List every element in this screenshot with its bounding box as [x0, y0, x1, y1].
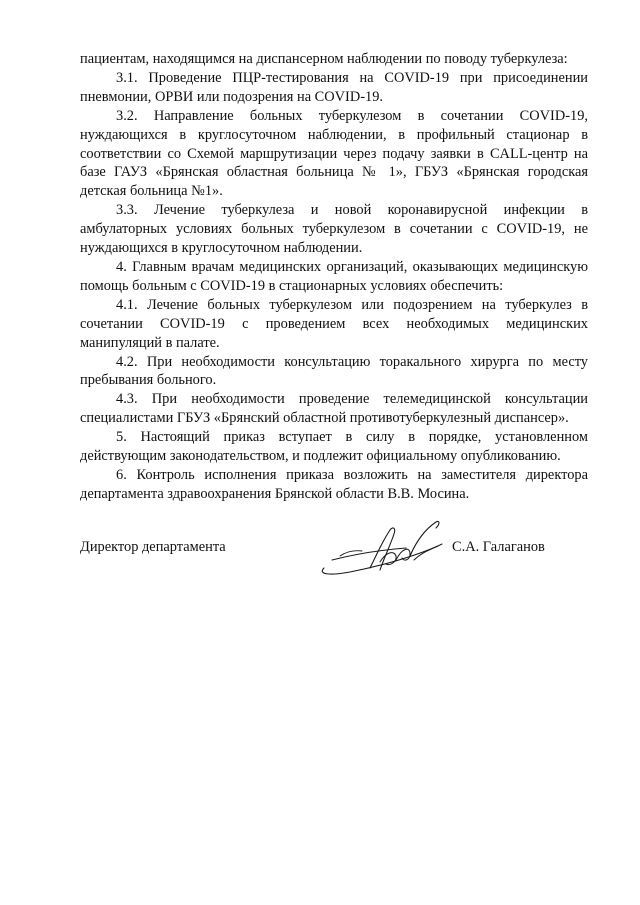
handwritten-signature — [310, 516, 460, 586]
paragraph-intro: пациентам, находящимся на диспансерном наблюдении по поводу туберкулеза: — [80, 51, 568, 67]
paragraph-4-3: 4.3. При необходимости проведение телемедицинской консультации специалистами ГБУЗ «Брянский областной противотуберкулезный диспансер». — [80, 391, 588, 427]
paragraph-4-1: 4.1. Лечение больных туберкулезом или подозрением на туберкулез в сочетании COVID-19 с проведением всех необходимых медицинских манипуляций в палате. — [80, 296, 588, 351]
document-body — [80, 50, 588, 504]
paragraph-5: 5. Настоящий приказ вступает в силу в порядке, установленном действующим законодательством, и подлежит официальному опубликованию. — [80, 429, 588, 465]
paragraph-3-1: 3.1. Проведение ПЦР-тестирования на COVID-19 при присоединении пневмонии, ОРВИ или подозрения на COVID-19. — [80, 69, 588, 105]
signatory-name: С.А. Галаганов — [452, 539, 545, 555]
paragraph-4-2: 4.2. При необходимости консультацию торакального хирурга по месту пребывания больного. — [80, 353, 588, 389]
paragraph-3-3: 3.3. Лечение туберкулеза и новой коронавирусной инфекции в амбулаторных условиях больных туберкулезом в сочетании с COVID-19, не нуждающихся в круглосуточном наблюдении. — [80, 202, 588, 257]
signatory-title: Директор департамента — [80, 539, 226, 555]
signature-block — [80, 538, 580, 598]
paragraph-4: 4. Главным врачам медицинских организаций, оказывающих медицинскую помощь больным с COVID-19 в стационарных условиях обеспечить: — [80, 258, 588, 294]
paragraph-6: 6. Контроль исполнения приказа возложить на заместителя директора департамента здравоохранения Брянской области В.В. Мосина. — [80, 466, 588, 502]
paragraph-3-2: 3.2. Направление больных туберкулезом в сочетании COVID-19, нуждающихся в круглосуточном наблюдении, в профильный стационар в соответствии со Схемой маршрутизации через подачу заявки в CALL-центр на базе ГАУЗ «Брянская областная больница № 1», ГБУЗ «Брянская городская детская больница №1». — [80, 107, 588, 200]
